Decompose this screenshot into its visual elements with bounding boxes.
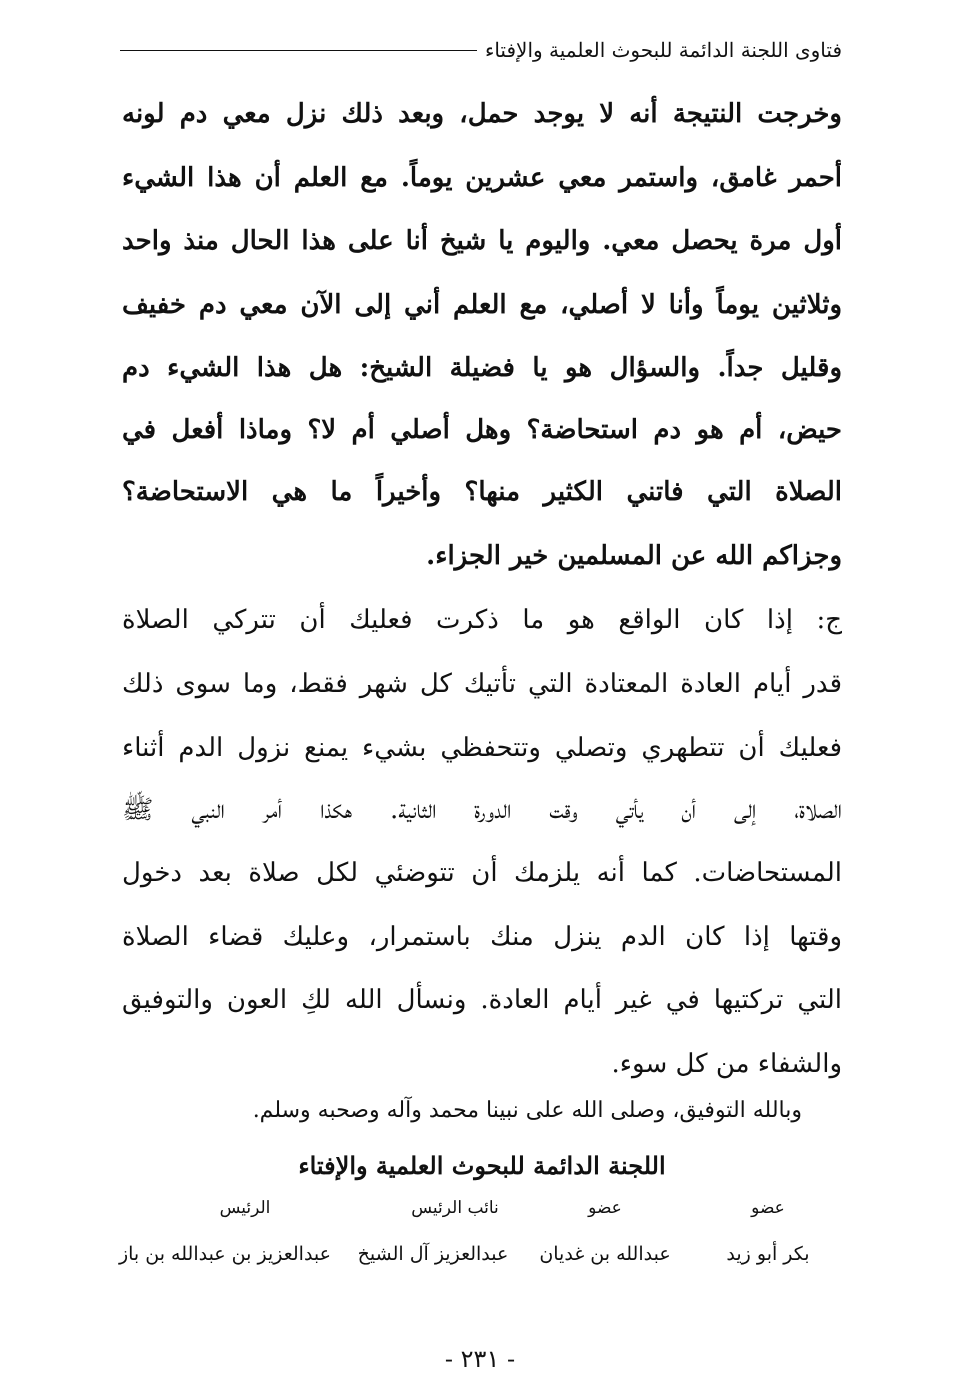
answer-line: والشفاء من كل سوء.: [611, 1049, 842, 1079]
answer-line: وقتها إذا كان الدم ينزل منك باستمرار، وعليك قضاء الصلاة: [122, 922, 842, 952]
member-role: نائب الرئيس: [411, 1198, 499, 1218]
question-line: وقليل جداً. والسؤال هو يا فضيلة الشيخ: هل هذا الشيء دم: [122, 353, 842, 383]
question-line: الصلاة التي فاتني الكثير منها؟ وأخيراً ما هي الاستحاضة؟: [122, 477, 842, 507]
member-role: عضو: [751, 1198, 785, 1218]
committee-name: اللجنة الدائمة للبحوث العلمية والإفتاء: [298, 1151, 666, 1180]
member-name: عبدالعزيز بن عبدالله بن باز: [118, 1243, 332, 1265]
member-role: عضو: [588, 1198, 622, 1218]
question-line: وثلاثين يوماً وأنا لا أصلي، مع العلم أني إلى الآن معي دم خفيف: [122, 290, 842, 320]
page-number: - ٢٣١ -: [444, 1345, 516, 1373]
member-name: بكر أبو زيد: [726, 1243, 810, 1265]
member-role: الرئيس: [219, 1198, 271, 1218]
header-title: فتاوى اللجنة الدائمة للبحوث العلمية والإفتاء: [484, 38, 842, 62]
question-line: وخرجت النتيجة أنه لا يوجد حمل، وبعد ذلك نزل معي دم لونه: [122, 99, 842, 129]
question-line: أول مرة يحصل معي. واليوم يا شيخ أنا على هذا الحال منذ واحد: [122, 226, 842, 256]
closing-formula: وبالله التوفيق، وصلى الله على نبينا محمد وآله وصحبه وسلم.: [252, 1098, 802, 1123]
header-rule: [120, 50, 477, 51]
question-line: حيض، أم هو دم استحاضة؟ وهل أصلي أم لا؟ وماذا أفعل في: [122, 415, 842, 445]
answer-line: قدر أيام العادة المعتادة التي تأتيك كل شهر فقط، وما سوى ذلك: [122, 669, 842, 699]
question-line: أحمر غامق، واستمر معي عشرين يوماً. مع العلم أن هذا الشيء: [122, 163, 842, 193]
answer-line: ج: إذا كان الواقع هو ما ذكرت فعليك أن تتركي الصلاة: [122, 605, 842, 635]
member-name: عبدالله بن غديان: [539, 1243, 671, 1265]
running-header: [120, 30, 842, 70]
answer-line: التي تركتيها في غير أيام العادة. ونسأل الله لكِ العون والتوفيق: [122, 985, 842, 1015]
answer-line: الصلاة، إلى أن يأتي وقت الدورة الثانية. هكذا أمر النبي ﷺ: [122, 795, 842, 825]
answer-line: فعليك أن تتطهري وتصلي وتتحفظي بشيء يمنع نزول الدم أثناء: [122, 733, 842, 763]
answer-line: المستحاضات. كما أنه يلزمك أن تتوضئي لكل صلاة بعد دخول: [122, 858, 842, 888]
question-line: وجزاكم الله عن المسلمين خير الجزاء.: [426, 541, 842, 571]
member-name: عبدالعزيز آل الشيخ: [357, 1243, 509, 1265]
